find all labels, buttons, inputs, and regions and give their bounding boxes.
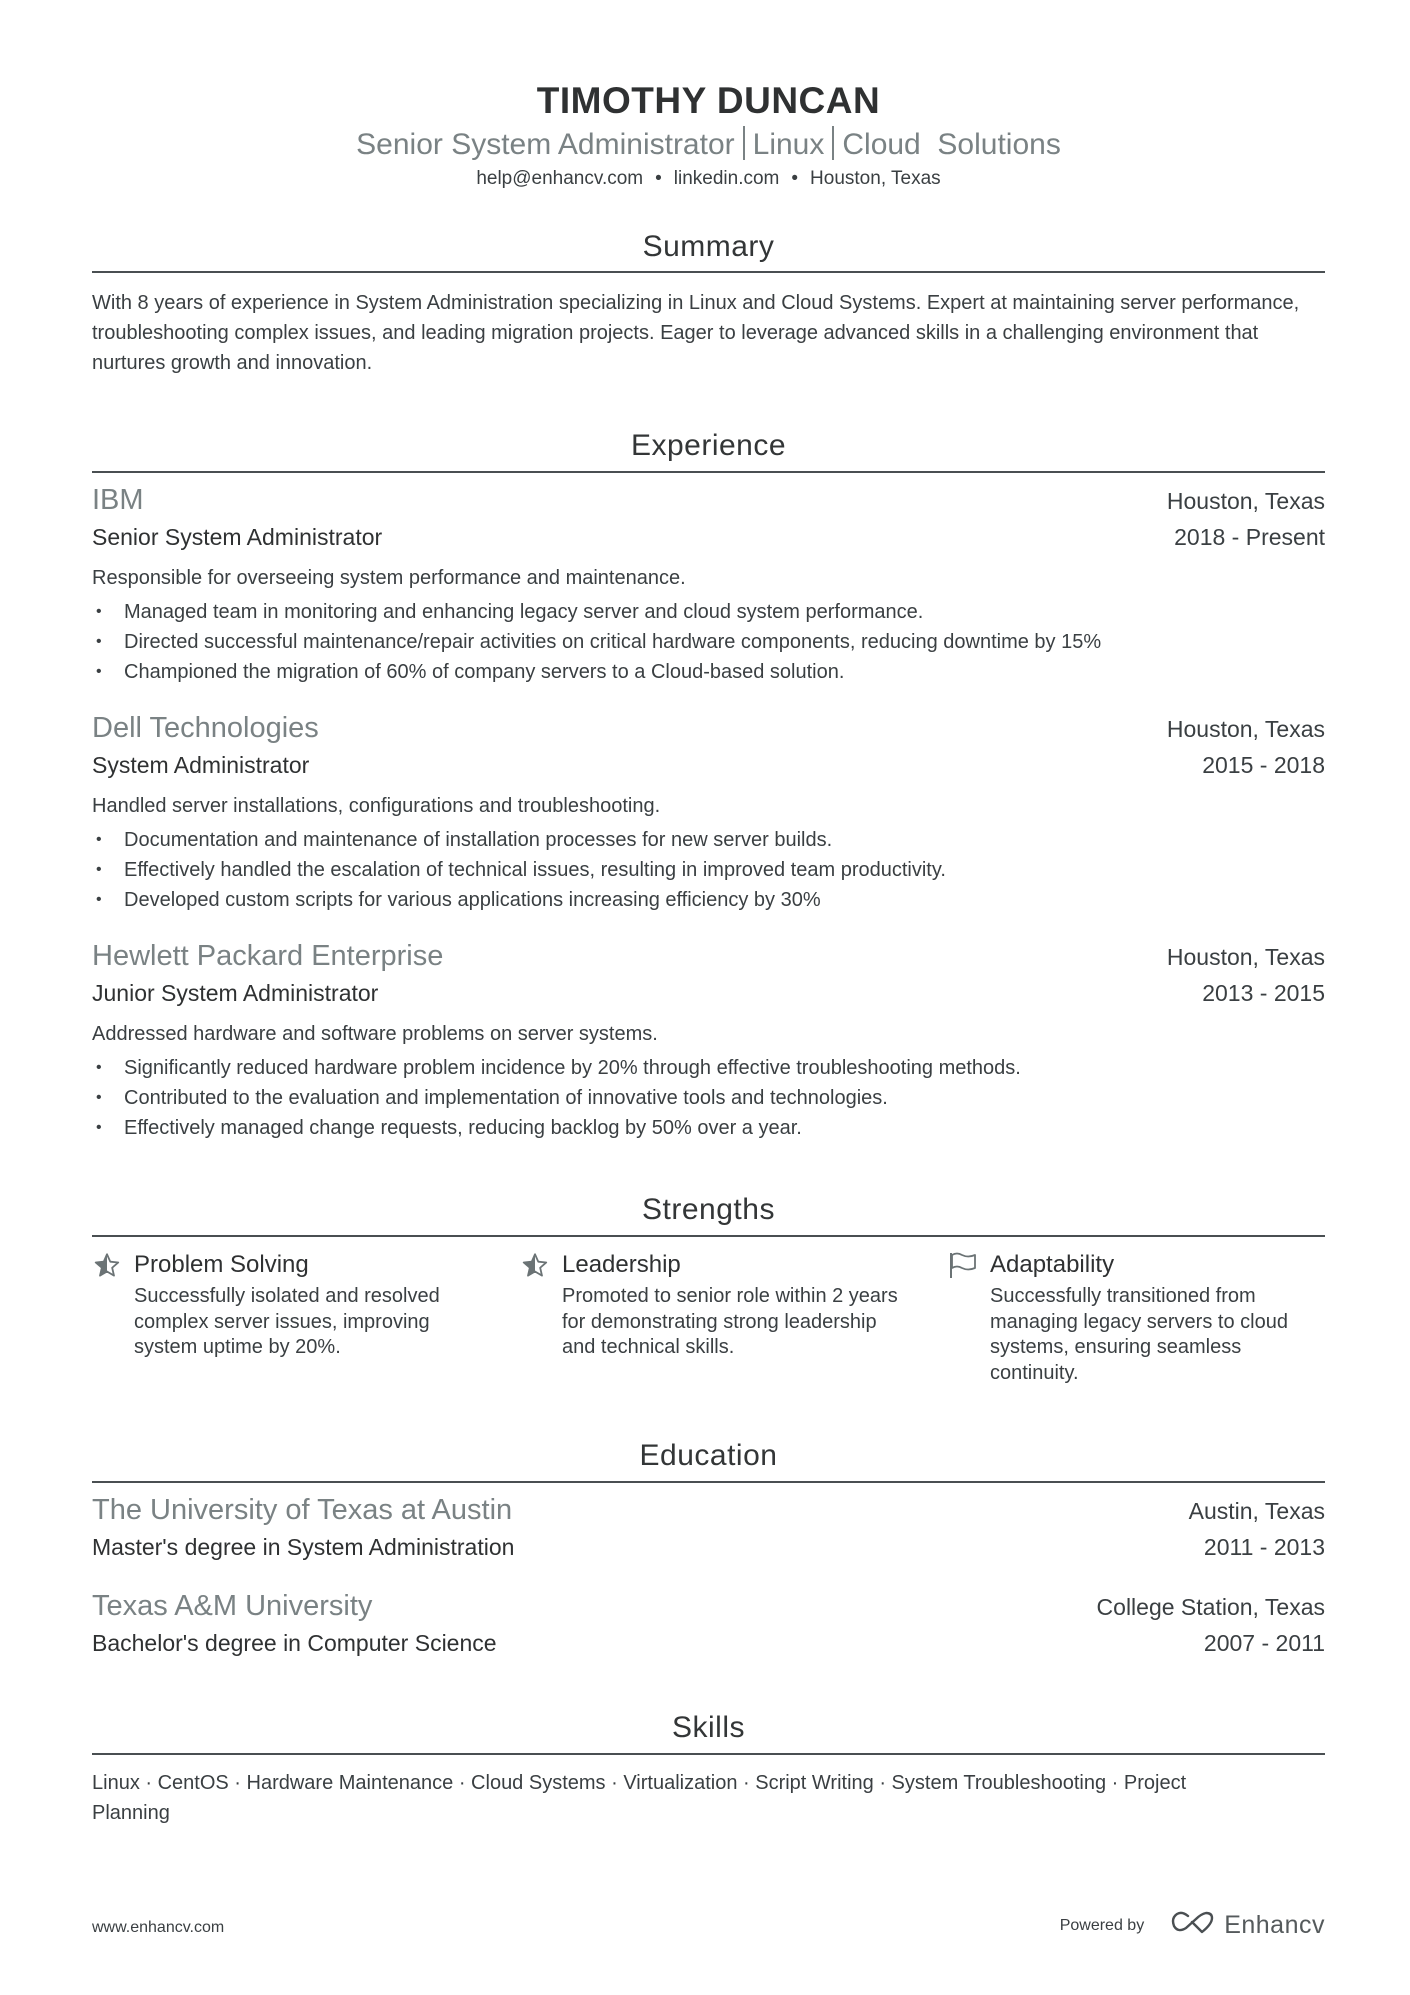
strength-item: [948, 1250, 1325, 1386]
school-location: Austin, Texas: [1188, 1498, 1325, 1524]
job-description: Handled server installations, configurations and troubleshooting.: [92, 795, 661, 817]
contact-separator: •: [791, 168, 799, 189]
experience-role-row: [92, 752, 1325, 779]
bullet-item: • Directed successful maintenance/repair activities on critical hardware components, reducing downtime by 15%: [92, 627, 1325, 657]
job-title: Junior System Administrator: [92, 980, 379, 1006]
education-school-row: [92, 1494, 1325, 1527]
company-name: IBM: [92, 484, 144, 516]
bullet-item: • Managed team in monitoring and enhancing legacy server and cloud system performance.: [92, 597, 1325, 627]
job-bullets: [92, 597, 1325, 687]
strength-name: Adaptability: [990, 1251, 1115, 1278]
strength-description: Promoted to senior role within 2 years for demonstrating strong leadership and technical skills.: [562, 1285, 898, 1358]
title-part: Senior System Administrator: [356, 128, 735, 161]
degree: Bachelor's degree in Computer Science: [92, 1630, 497, 1656]
title-separator: [743, 126, 745, 160]
strength-description: Successfully isolated and resolved complex server issues, improving system uptime by 20%.: [134, 1285, 440, 1358]
candidate-title: [92, 126, 1325, 164]
candidate-name: TIMOTHY DUNCAN: [536, 80, 881, 121]
education-degree-row: [92, 1630, 1325, 1657]
title-part: Linux: [752, 128, 825, 161]
education-school-row: [92, 1590, 1325, 1623]
job-bullets: [92, 825, 1325, 915]
job-title: Senior System Administrator: [92, 524, 383, 550]
job-location: Houston, Texas: [1166, 488, 1325, 514]
section-divider: [92, 271, 1325, 273]
contact-line: [92, 167, 1325, 191]
section-title-education: Education: [639, 1439, 778, 1472]
section-divider: [92, 1235, 1325, 1237]
strength-item: [520, 1250, 910, 1361]
job-location: Houston, Texas: [1166, 944, 1325, 970]
education-dates: 2007 - 2011: [1203, 1630, 1325, 1656]
school-name: The University of Texas at Austin: [92, 1494, 513, 1526]
enhancv-logo-icon: [1170, 1910, 1216, 1941]
bullet-item: • Documentation and maintenance of installation processes for new server builds.: [92, 825, 1325, 855]
job-description: Responsible for overseeing system performance and maintenance.: [92, 567, 686, 589]
degree: Master's degree in System Administration: [92, 1534, 515, 1560]
experience-company-row: [92, 940, 1325, 973]
title-part: Cloud Solutions: [842, 128, 1061, 161]
job-dates: 2013 - 2015: [1202, 980, 1325, 1006]
bullet-item: • Contributed to the evaluation and implementation of innovative tools and technologies.: [92, 1083, 1325, 1113]
experience-company-row: [92, 712, 1325, 745]
resume-header: [92, 78, 1325, 191]
summary-text: With 8 years of experience in System Administration specializing in Linux and Cloud Systems. Expert at maintaining server performance, troubleshooting complex issues, and leading migration projects. Eager to leverage advanced skills in a challenging environment that nurtures growth and innovation.: [92, 292, 1300, 374]
title-separator: [832, 126, 834, 160]
half-star-icon: [92, 1251, 122, 1279]
experience-role-row: [92, 524, 1325, 551]
school-name: Texas A&M University: [92, 1590, 373, 1622]
brand-name: Enhancv: [1224, 1911, 1325, 1939]
contact-location: Houston, Texas: [810, 168, 941, 189]
contact-email[interactable]: help@enhancv.com: [476, 168, 644, 189]
section-title-summary: Summary: [642, 230, 775, 263]
bullet-item: • Significantly reduced hardware problem incidence by 20% through effective troubleshooting methods.: [92, 1053, 1325, 1083]
section-title-skills: Skills: [671, 1711, 745, 1744]
job-description: Addressed hardware and software problems on server systems.: [92, 1023, 658, 1045]
half-star-icon: [520, 1251, 550, 1279]
footer-branding: [1060, 1910, 1325, 1941]
company-name: Dell Technologies: [92, 712, 319, 744]
job-dates: 2018 - Present: [1174, 524, 1325, 550]
section-divider: [92, 1481, 1325, 1483]
job-location: Houston, Texas: [1166, 716, 1325, 742]
flag-icon: [948, 1251, 978, 1279]
section-title-strengths: Strengths: [642, 1193, 775, 1226]
skills-list: Linux · CentOS · Hardware Maintenance · Cloud Systems · Virtualization · Script Writing · System Troubleshooting · Project Planning: [92, 1772, 1187, 1824]
job-dates: 2015 - 2018: [1202, 752, 1325, 778]
bullet-item: • Developed custom scripts for various applications increasing efficiency by 30%: [92, 885, 1325, 915]
strength-name: Leadership: [562, 1251, 681, 1278]
experience-company-row: [92, 484, 1325, 517]
strength-name: Problem Solving: [134, 1251, 309, 1278]
school-location: College Station, Texas: [1096, 1594, 1325, 1620]
powered-by-label: Powered by: [1059, 1916, 1145, 1934]
section-divider: [92, 1753, 1325, 1755]
bullet-item: • Effectively managed change requests, reducing backlog by 50% over a year.: [92, 1113, 1325, 1143]
experience-role-row: [92, 980, 1325, 1007]
education-degree-row: [92, 1534, 1325, 1561]
strength-item: [92, 1250, 482, 1361]
education-dates: 2011 - 2013: [1203, 1534, 1325, 1560]
bullet-item: • Effectively handled the escalation of technical issues, resulting in improved team productivity.: [92, 855, 1325, 885]
contact-linkedin[interactable]: linkedin.com: [673, 168, 780, 189]
job-bullets: [92, 1053, 1325, 1143]
footer-website[interactable]: www.enhancv.com: [92, 1919, 225, 1936]
section-title-experience: Experience: [630, 429, 787, 462]
contact-separator: •: [655, 168, 662, 189]
bullet-item: • Championed the migration of 60% of company servers to a Cloud-based solution.: [92, 657, 1325, 687]
strength-description: Successfully transitioned from managing legacy servers to cloud systems, ensuring seamless continuity.: [990, 1285, 1288, 1384]
company-name: Hewlett Packard Enterprise: [92, 940, 444, 972]
section-divider: [92, 471, 1325, 473]
job-title: System Administrator: [92, 752, 310, 778]
